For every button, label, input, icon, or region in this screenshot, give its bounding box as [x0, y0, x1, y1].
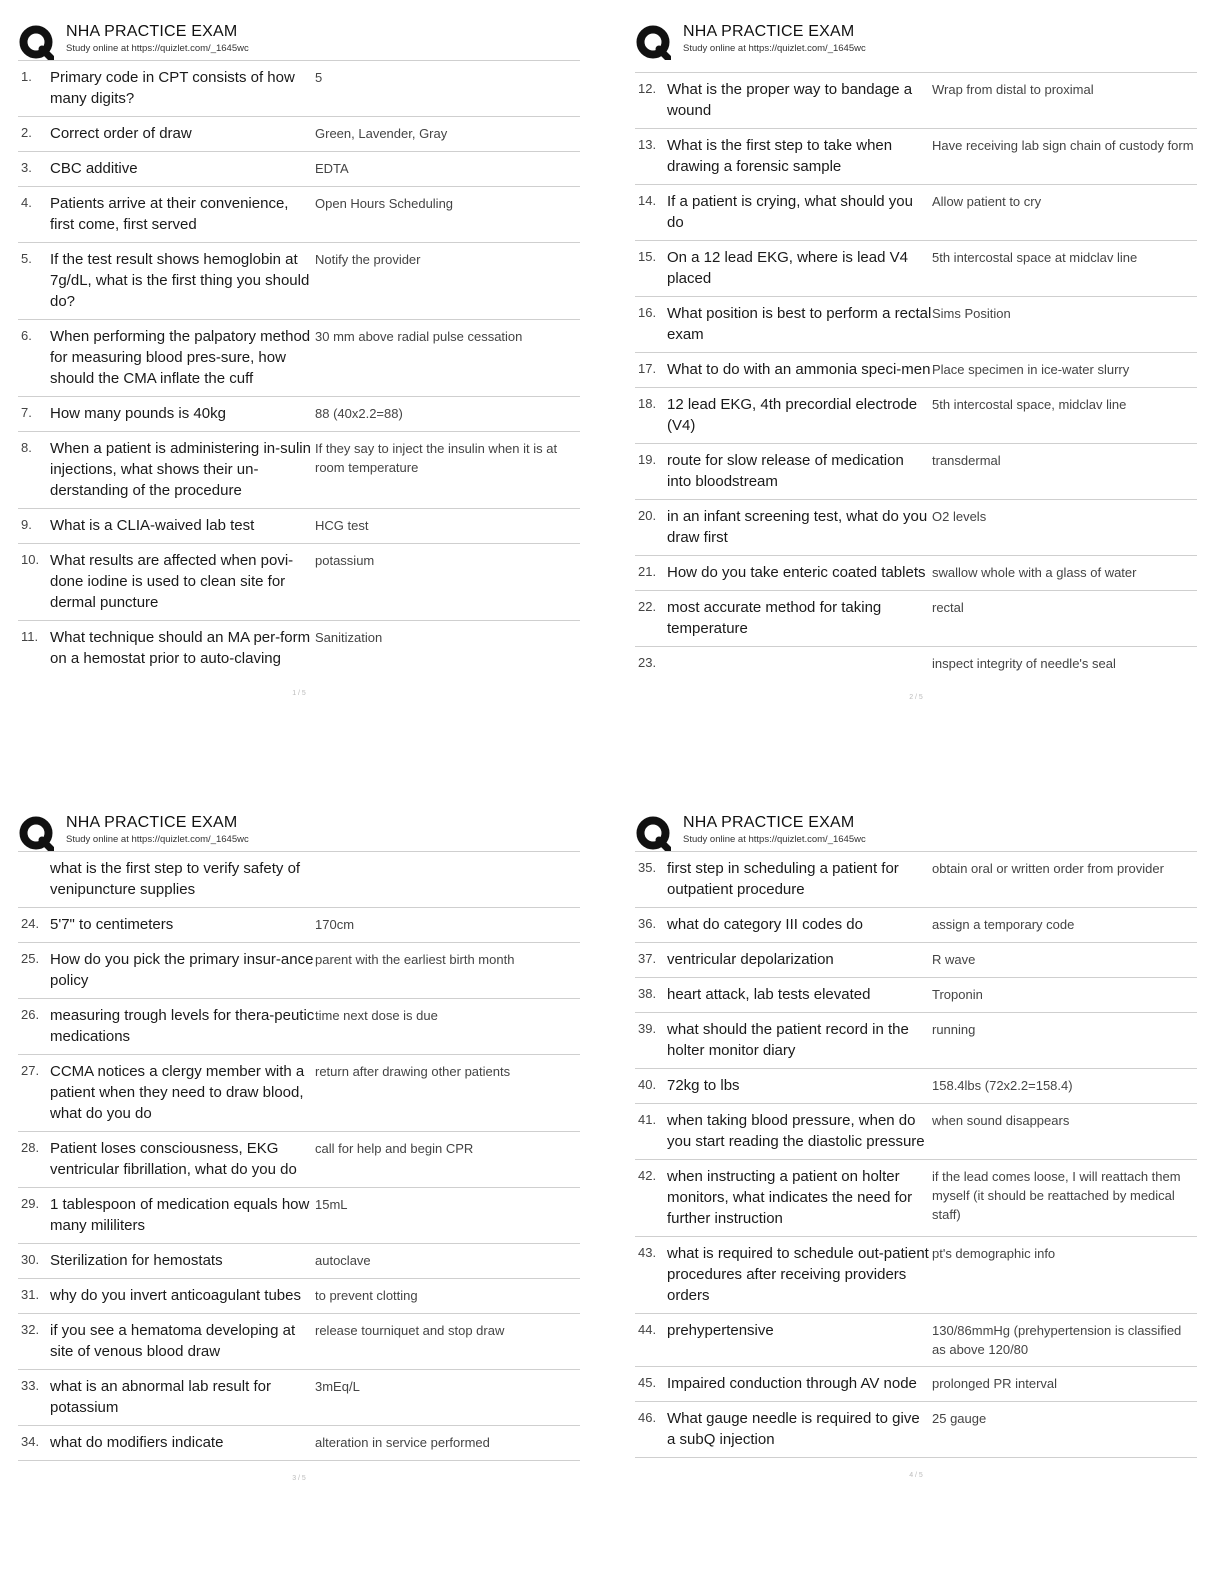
- answer-text: parent with the earliest birth month: [315, 952, 515, 967]
- question-text: what do modifiers indicate: [50, 1434, 224, 1451]
- answer-text: Green, Lavender, Gray: [315, 126, 448, 141]
- page-1: [18, 20, 580, 697]
- answer-text: 5: [315, 70, 323, 85]
- answer-text: 15mL: [315, 1197, 348, 1212]
- question-row: [635, 353, 1197, 388]
- question-text: Patient loses consciousness, EKG ventricular fibrillation, what do you do: [50, 1140, 297, 1178]
- question-row: [18, 397, 580, 432]
- answer-text: assign a temporary code: [932, 917, 1075, 932]
- answer-text: running: [932, 1022, 976, 1037]
- question-number: 2.: [21, 125, 32, 140]
- question-text: route for slow release of medication into bloodstream: [667, 452, 904, 490]
- question-number: 37.: [638, 951, 657, 966]
- answer-text: HCG test: [315, 518, 369, 533]
- study-online-link[interactable]: Study online at https://quizlet.com/_1645wc: [66, 43, 249, 54]
- question-text: When performing the palpatory method for measuring blood pres-sure, how should the CMA inflate the cuff: [50, 328, 311, 387]
- question-text: Sterilization for hemostats: [50, 1252, 223, 1269]
- question-number: 45.: [638, 1375, 657, 1390]
- answer-text: if the lead comes loose, I will reattach them myself (it should be reattached by medical staff): [932, 1169, 1181, 1222]
- question-text: first step in scheduling a patient for outpatient procedure: [667, 860, 899, 898]
- question-number: 38.: [638, 986, 657, 1001]
- question-row: [18, 1244, 580, 1279]
- question-text: 12 lead EKG, 4th precordial electrode (V4): [667, 396, 918, 434]
- question-text: what is the first step to verify safety of venipuncture supplies: [50, 860, 301, 898]
- question-row: [635, 500, 1197, 556]
- question-number: 11.: [21, 629, 39, 644]
- answer-text: autoclave: [315, 1253, 371, 1268]
- answer-text: transdermal: [932, 453, 1001, 468]
- question-row: [18, 943, 580, 999]
- question-row: [635, 241, 1197, 297]
- question-text: what is required to schedule out-patient procedures after receiving providers orders: [667, 1245, 929, 1304]
- question-number: 4.: [21, 195, 32, 210]
- question-text: What to do with an ammonia speci-men: [667, 361, 931, 378]
- question-number: 8.: [21, 440, 32, 455]
- answer-text: R wave: [932, 952, 976, 967]
- question-number: 6.: [21, 328, 32, 343]
- question-row: [635, 647, 1197, 680]
- question-text: prehypertensive: [667, 1322, 774, 1339]
- question-number: 33.: [21, 1378, 40, 1393]
- question-text: What is a CLIA-waived lab test: [50, 517, 255, 534]
- question-text: 72kg to lbs: [667, 1077, 740, 1094]
- answer-text: release tourniquet and stop draw: [315, 1323, 505, 1338]
- question-row: [18, 1314, 580, 1370]
- question-row: [635, 591, 1197, 647]
- answer-text: potassium: [315, 553, 375, 568]
- answer-text: 158.4lbs (72x2.2=158.4): [932, 1078, 1073, 1093]
- question-number: 29.: [21, 1196, 40, 1211]
- question-number: 19.: [638, 452, 657, 467]
- question-number: 14.: [638, 193, 657, 208]
- question-number: 5.: [21, 251, 32, 266]
- question-number: 42.: [638, 1168, 657, 1183]
- question-number: 3.: [21, 160, 32, 175]
- page-header: [18, 20, 580, 60]
- question-row: [635, 1314, 1197, 1367]
- question-text: How do you pick the primary insur-ance policy: [50, 951, 314, 989]
- question-text: If the test result shows hemoglobin at 7g/dL, what is the first thing you should do?: [50, 251, 310, 310]
- question-row: [18, 432, 580, 509]
- answer-text: 170cm: [315, 917, 355, 932]
- question-row: [18, 187, 580, 243]
- answer-text: Allow patient to cry: [932, 194, 1042, 209]
- answer-text: 30 mm above radial pulse cessation: [315, 329, 523, 344]
- question-text: What results are affected when povi-done iodine is used to clean site for dermal puncture: [50, 552, 294, 611]
- question-row: [18, 320, 580, 397]
- question-text: when taking blood pressure, when do you start reading the diastolic pressure: [667, 1112, 925, 1150]
- question-text: CCMA notices a clergy member with a patient when they need to draw blood, what do you do: [50, 1063, 305, 1122]
- answer-text: Sanitization: [315, 630, 383, 645]
- answer-text: Place specimen in ice-water slurry: [932, 362, 1130, 377]
- page-2: [635, 20, 1197, 701]
- question-row: [635, 444, 1197, 500]
- question-row: [18, 117, 580, 152]
- question-text: when instructing a patient on holter monitors, what indicates the need for further instruction: [667, 1168, 913, 1227]
- study-online-link[interactable]: Study online at https://quizlet.com/_1645wc: [683, 834, 866, 845]
- question-text: CBC additive: [50, 160, 138, 177]
- question-number: 17.: [638, 361, 657, 376]
- question-row: [635, 129, 1197, 185]
- answer-text: rectal: [932, 600, 964, 615]
- question-row: [18, 908, 580, 943]
- question-text: If a patient is crying, what should you do: [667, 193, 913, 231]
- question-text: What position is best to perform a rectal exam: [667, 305, 932, 343]
- question-row: [635, 1237, 1197, 1314]
- question-number: 22.: [638, 599, 657, 614]
- question-text: ventricular depolarization: [667, 951, 834, 968]
- question-row: [18, 1370, 580, 1426]
- question-number: 32.: [21, 1322, 40, 1337]
- question-text: Primary code in CPT consists of how many digits?: [50, 69, 295, 107]
- answer-text: prolonged PR interval: [932, 1376, 1058, 1391]
- question-text: How do you take enteric coated tablets: [667, 564, 926, 581]
- answer-text: call for help and begin CPR: [315, 1141, 474, 1156]
- question-number: 36.: [638, 916, 657, 931]
- answer-text: time next dose is due: [315, 1008, 438, 1023]
- question-number: 13.: [638, 137, 657, 152]
- question-text: How many pounds is 40kg: [50, 405, 226, 422]
- question-row: [635, 852, 1197, 908]
- question-number: 24.: [21, 916, 40, 931]
- answer-text: pt's demographic info: [932, 1246, 1056, 1261]
- question-text: What is the proper way to bandage a wound: [667, 81, 913, 119]
- question-number: 26.: [21, 1007, 40, 1022]
- page-number: 4 / 5: [909, 1472, 923, 1479]
- answer-text: return after drawing other patients: [315, 1064, 511, 1079]
- question-text: What gauge needle is required to give a subQ injection: [667, 1410, 920, 1448]
- page-header: [635, 811, 1197, 851]
- question-text: Correct order of draw: [50, 125, 192, 142]
- quizlet-logo-icon: [18, 24, 54, 60]
- question-row: [635, 1013, 1197, 1069]
- question-number: 43.: [638, 1245, 657, 1260]
- question-number: 20.: [638, 508, 657, 523]
- question-row: [635, 1160, 1197, 1237]
- question-number: 9.: [21, 517, 32, 532]
- question-row: [635, 1402, 1197, 1458]
- answer-text: 5th intercostal space, midclav line: [932, 397, 1127, 412]
- question-number: 44.: [638, 1322, 657, 1337]
- question-row: [18, 243, 580, 320]
- question-row: [18, 152, 580, 187]
- answer-text: 25 gauge: [932, 1411, 987, 1426]
- question-text: heart attack, lab tests elevated: [667, 986, 871, 1003]
- question-row: [18, 1188, 580, 1244]
- question-text: measuring trough levels for thera-peutic medications: [50, 1007, 315, 1045]
- question-list: [18, 852, 580, 1461]
- answer-text: when sound disappears: [932, 1113, 1070, 1128]
- question-text: what do category III codes do: [667, 916, 863, 933]
- question-text: On a 12 lead EKG, where is lead V4 placed: [667, 249, 908, 287]
- answer-text: to prevent clotting: [315, 1288, 418, 1303]
- study-online-link[interactable]: Study online at https://quizlet.com/_1645wc: [683, 43, 866, 54]
- question-row: [635, 185, 1197, 241]
- question-number: 23.: [638, 655, 657, 670]
- quizlet-logo-icon: [635, 815, 671, 851]
- answer-text: Have receiving lab sign chain of custody form: [932, 138, 1194, 153]
- question-row: [635, 1069, 1197, 1104]
- exam-title: NHA PRACTICE EXAM: [66, 814, 238, 831]
- question-text: in an infant screening test, what do you draw first: [667, 508, 928, 546]
- question-number: 27.: [21, 1063, 40, 1078]
- question-number: 35.: [638, 860, 657, 875]
- question-number: 7.: [21, 405, 32, 420]
- question-row: [18, 1132, 580, 1188]
- answer-text: Sims Position: [932, 306, 1011, 321]
- question-row-continued: [18, 852, 580, 908]
- page-number: 1 / 5: [292, 690, 306, 697]
- question-number: 41.: [638, 1112, 657, 1127]
- question-row: [635, 1104, 1197, 1160]
- question-text: What technique should an MA per-form on a hemostat prior to auto-claving: [50, 629, 311, 667]
- answer-text: 3mEq/L: [315, 1379, 360, 1394]
- question-text: what is an abnormal lab result for potassium: [50, 1378, 271, 1416]
- question-list: [18, 61, 580, 676]
- question-list: [635, 852, 1197, 1458]
- question-text: [667, 653, 932, 673]
- question-number: 30.: [21, 1252, 40, 1267]
- exam-title: NHA PRACTICE EXAM: [683, 814, 855, 831]
- page-number: 2 / 5: [909, 694, 923, 701]
- answer-text: obtain oral or written order from provider: [932, 861, 1164, 876]
- question-row: [18, 509, 580, 544]
- page-4: [635, 811, 1197, 1479]
- question-row: [18, 999, 580, 1055]
- question-row: [635, 978, 1197, 1013]
- question-text: why do you invert anticoagulant tubes: [50, 1287, 301, 1304]
- question-number: 31.: [21, 1287, 40, 1302]
- answer-text: Notify the provider: [315, 252, 421, 267]
- question-row: [635, 556, 1197, 591]
- answer-text: 5th intercostal space at midclav line: [932, 250, 1138, 265]
- question-row: [18, 1426, 580, 1461]
- question-number: 40.: [638, 1077, 657, 1092]
- question-row: [18, 61, 580, 117]
- page-header: [635, 20, 1197, 60]
- question-text: 1 tablespoon of medication equals how many mililiters: [50, 1196, 310, 1234]
- exam-title: NHA PRACTICE EXAM: [66, 23, 238, 40]
- answer-text: Wrap from distal to proximal: [932, 82, 1094, 97]
- quizlet-logo-icon: [18, 815, 54, 851]
- question-number: 46.: [638, 1410, 657, 1425]
- question-text: Impaired conduction through AV node: [667, 1375, 917, 1392]
- question-number: 34.: [21, 1434, 40, 1449]
- question-number: 1.: [21, 69, 32, 84]
- answer-text: Troponin: [932, 987, 983, 1002]
- question-number: 39.: [638, 1021, 657, 1036]
- question-number: 15.: [638, 249, 657, 264]
- study-online-link[interactable]: Study online at https://quizlet.com/_1645wc: [66, 834, 249, 845]
- question-row: [18, 544, 580, 621]
- question-row: [18, 1055, 580, 1132]
- page-number: 3 / 5: [292, 1475, 306, 1482]
- question-number: 18.: [638, 396, 657, 411]
- answer-text: Open Hours Scheduling: [315, 196, 454, 211]
- answer-text: EDTA: [315, 161, 349, 176]
- question-number: 25.: [21, 951, 40, 966]
- question-list: [635, 73, 1197, 680]
- question-row: [635, 297, 1197, 353]
- question-row: [635, 1367, 1197, 1402]
- question-text: When a patient is administering in-sulin injections, what shows their un-derstanding of the procedure: [50, 440, 311, 499]
- question-number: 16.: [638, 305, 657, 320]
- answer-text: O2 levels: [932, 509, 987, 524]
- page-3: [18, 811, 580, 1482]
- question-text: 5'7" to centimeters: [50, 916, 174, 933]
- question-row: [635, 943, 1197, 978]
- question-number: 21.: [638, 564, 657, 579]
- question-number: 10.: [21, 552, 40, 567]
- question-row: [635, 73, 1197, 129]
- answer-text: alteration in service performed: [315, 1435, 490, 1450]
- answer-text: swallow whole with a glass of water: [932, 565, 1137, 580]
- question-row: [635, 908, 1197, 943]
- question-number: 12.: [638, 81, 657, 96]
- answer-text: 130/86mmHg (prehypertension is classified as above 120/80: [932, 1323, 1182, 1357]
- page-header: [18, 811, 580, 851]
- question-row: [18, 621, 580, 676]
- question-text: Patients arrive at their convenience, first come, first served: [50, 195, 289, 233]
- question-row: [18, 1279, 580, 1314]
- question-text: if you see a hematoma developing at site of venous blood draw: [50, 1322, 296, 1360]
- question-row: [635, 388, 1197, 444]
- exam-title: NHA PRACTICE EXAM: [683, 23, 855, 40]
- question-text: most accurate method for taking temperature: [667, 599, 882, 637]
- question-text: What is the first step to take when drawing a forensic sample: [667, 137, 893, 175]
- answer-text: inspect integrity of needle's seal: [932, 656, 1116, 671]
- question-text: what should the patient record in the holter monitor diary: [667, 1021, 909, 1059]
- quizlet-logo-icon: [635, 24, 671, 60]
- answer-text: 88 (40x2.2=88): [315, 406, 403, 421]
- answer-text: If they say to inject the insulin when it is at room temperature: [315, 441, 558, 475]
- question-number: 28.: [21, 1140, 40, 1155]
